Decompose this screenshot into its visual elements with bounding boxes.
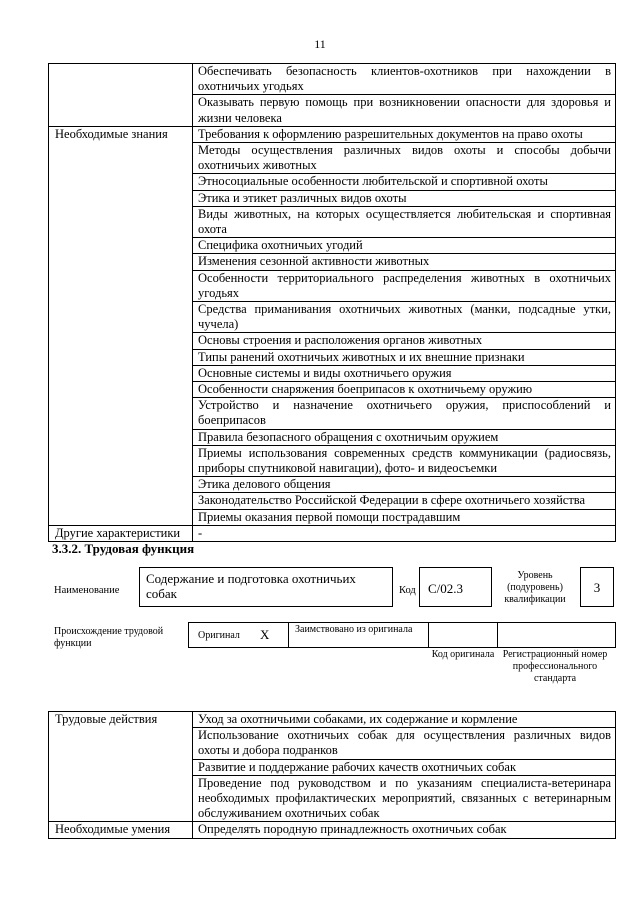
row-item: Приемы оказания первой помощи пострадавшим (193, 509, 616, 525)
original-mark: X (260, 627, 270, 642)
row-item: Уход за охотничьими собаками, их содержание и кормление (193, 712, 616, 728)
row-item: Использование охотничьих собак для осуществления различных видов охоты и добора подранков (193, 728, 616, 759)
code-box (419, 567, 492, 607)
name-box (139, 567, 393, 607)
divider (428, 623, 429, 647)
row-item: Средства приманивания охотничьих животных (манки, подсадные утки, чучела) (193, 302, 616, 333)
row-label: Другие характеристики (49, 525, 193, 541)
row-item: Специфика охотничьих угодий (193, 238, 616, 254)
row-item: Устройство и назначение охотничьего оружия, приспособлений и боеприпасов (193, 398, 616, 429)
section-heading: 3.3.2. Трудовая функция (52, 541, 195, 556)
original-label: Оригинал (198, 630, 240, 641)
name-value: Содержание и подготовка охотничьих собак (146, 571, 356, 601)
reg-caption: Регистрационный номер профессионального стандарта (502, 649, 608, 684)
row-item: Особенности снаряжения боеприпасов к охотничьему оружию (193, 382, 616, 398)
row-item: Развитие и поддержание рабочих качеств охотничьих собак (193, 759, 616, 775)
row-item: Определять породную принадлежность охотничьих собак (193, 822, 616, 838)
table-row (49, 712, 616, 728)
page-number: 11 (314, 37, 326, 51)
row-label (49, 64, 193, 127)
row-item: Этика и этикет различных видов охоты (193, 190, 616, 206)
row-item: Типы ранений охотничьих животных и их внешние признаки (193, 349, 616, 365)
row-item: Правила безопасного обращения с охотничьим оружием (193, 429, 616, 445)
level-value: 3 (593, 580, 601, 595)
row-item: Виды животных, на которых осуществляется любительская и спортивная охота (193, 206, 616, 237)
name-label: Наименование (54, 585, 120, 596)
table-row (49, 126, 616, 142)
level-box (580, 567, 614, 607)
row-item: Особенности территориального распределения животных в охотничьих угодьях (193, 270, 616, 301)
divider (288, 623, 289, 647)
table-row (49, 525, 616, 541)
row-item: Основные системы и виды охотничьего оружия (193, 365, 616, 381)
table-row (49, 822, 616, 838)
level-label: Уровень (подуровень) квалификации (504, 570, 566, 605)
row-item: - (193, 525, 616, 541)
actions-table (48, 711, 616, 839)
row-item: Этика делового общения (193, 477, 616, 493)
row-item: Этносоциальные особенности любительской и спортивной охоты (193, 174, 616, 190)
code-label: Код (399, 585, 416, 596)
row-item: Приемы использования современных средств коммуникации (радиосвязь, приборы спутниковой навигации), фото- и видеосъемки (193, 445, 616, 476)
row-item: Обеспечивать безопасность клиентов-охотников при нахождении в охотничьих угодьях (193, 64, 616, 95)
row-item: Законодательство Российской Федерации в сфере охотничьего хозяйства (193, 493, 616, 509)
row-item: Основы строения и расположения органов животных (193, 333, 616, 349)
knowledge-table (48, 63, 616, 542)
divider (497, 623, 498, 647)
row-item: Требования к оформлению разрешительных документов на право охоты (193, 126, 616, 142)
origin-box (188, 622, 616, 648)
table-row (49, 64, 616, 95)
code-caption: Код оригинала (431, 649, 495, 660)
row-item: Изменения сезонной активности животных (193, 254, 616, 270)
row-item: Проведение под руководством и по указаниям специалиста-ветеринара необходимых профилактических мероприятий, связанных с ветеринарным обслуживанием охотничьих собак (193, 775, 616, 822)
borrowed-label: Заимствовано из оригинала (295, 624, 413, 635)
origin-label: Происхождение трудовой функции (54, 626, 164, 649)
code-value: C/02.3 (428, 581, 464, 596)
row-item: Оказывать первую помощь при возникновении опасности для здоровья и жизни человека (193, 95, 616, 126)
row-item: Методы осуществления различных видов охоты и способы добычи охотничьих животных (193, 143, 616, 174)
row-label: Необходимые умения (49, 822, 193, 838)
row-label: Необходимые знания (49, 126, 193, 525)
row-label: Трудовые действия (49, 712, 193, 822)
